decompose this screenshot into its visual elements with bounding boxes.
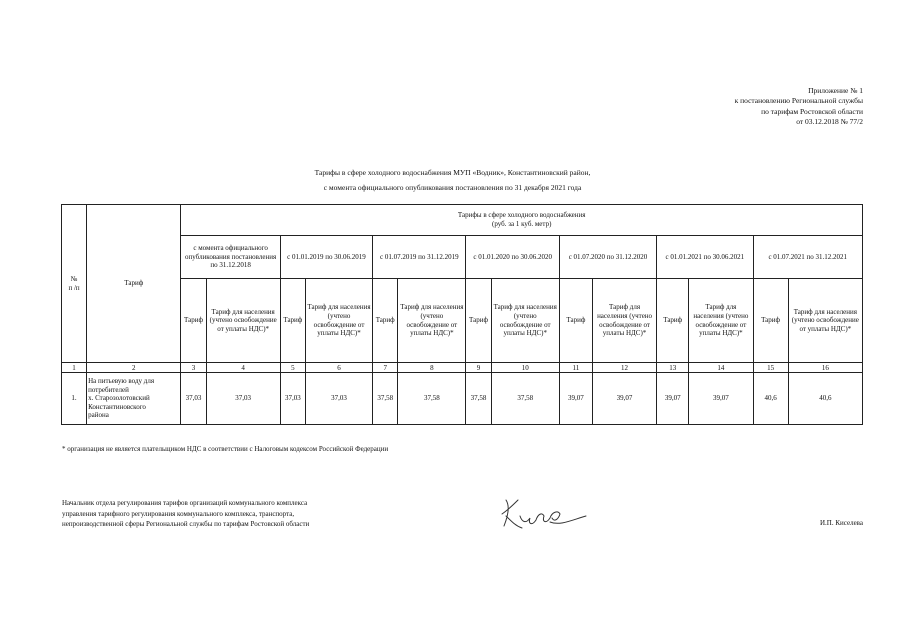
consumer-line: На питьевую воду для bbox=[88, 377, 155, 386]
tariff-value: 37,03 bbox=[280, 373, 305, 425]
column-number: 6 bbox=[305, 363, 372, 373]
column-number: 14 bbox=[689, 363, 753, 373]
period-header: с 01.01.2019 по 30.06.2019 bbox=[280, 236, 372, 279]
population-tariff-value: 37,03 bbox=[305, 373, 372, 425]
sub-header-tariff: Тариф bbox=[373, 279, 398, 363]
consumer-line: района bbox=[88, 411, 109, 420]
consumer-line: потребителей bbox=[88, 385, 129, 394]
document-title-line-1: Тарифы в сфере холодного водоснабжения МУП «Водник», Константиновский район, bbox=[314, 168, 591, 177]
column-number: 1 bbox=[62, 363, 87, 373]
population-tariff-value: 37,03 bbox=[206, 373, 280, 425]
population-tariff-value: 37,58 bbox=[398, 373, 466, 425]
period-header: с 01.01.2020 по 30.06.2020 bbox=[466, 236, 559, 279]
column-number: 2 bbox=[87, 363, 181, 373]
sub-header-population: Тариф для населения (учтено освобождение от уплаты НДС)* bbox=[305, 279, 372, 363]
column-number: 7 bbox=[373, 363, 398, 373]
tariff-value: 37,03 bbox=[181, 373, 206, 425]
period-header: с 01.07.2019 по 31.12.2019 bbox=[373, 236, 466, 279]
sub-header-tariff: Тариф bbox=[753, 279, 788, 363]
sub-header-population: Тариф для населения (учтено освобождение от уплаты НДС)* bbox=[206, 279, 280, 363]
tariff-table bbox=[61, 204, 863, 425]
appendix-line: по тарифам Ростовской области bbox=[761, 106, 863, 116]
chief-line: Начальник отдела регулирования тарифов организаций коммунального комплекса bbox=[62, 499, 308, 507]
population-tariff-value: 39,07 bbox=[592, 373, 656, 425]
period-header: с 01.07.2020 по 31.12.2020 bbox=[559, 236, 656, 279]
column-number: 11 bbox=[559, 363, 592, 373]
column-number: 15 bbox=[753, 363, 788, 373]
sub-header-tariff: Тариф bbox=[181, 279, 206, 363]
sub-header-tariff: Тариф bbox=[559, 279, 592, 363]
tariff-value: 37,58 bbox=[466, 373, 491, 425]
period-header: с 01.01.2021 по 30.06.2021 bbox=[657, 236, 753, 279]
chief-line: непроизводственной сферы Региональной службы по тарифам Ростовской области bbox=[62, 520, 310, 528]
consumer-line: Константиновского bbox=[88, 402, 146, 411]
sub-header-population: Тариф для населения (учтено освобождение от уплаты НДС)* bbox=[592, 279, 656, 363]
sub-header-population: Тариф для населения (учтено освобождение от уплаты НДС)* bbox=[689, 279, 753, 363]
column-number: 10 bbox=[491, 363, 559, 373]
header-tariff: Тариф bbox=[87, 205, 181, 363]
column-number: 3 bbox=[181, 363, 206, 373]
document-title-line-2: с момента официального опубликования постановления по 31 декабря 2021 года bbox=[323, 183, 582, 192]
tariff-value: 39,07 bbox=[657, 373, 689, 425]
population-tariff-value: 37,58 bbox=[491, 373, 559, 425]
sub-header-tariff: Тариф bbox=[280, 279, 305, 363]
column-number: 4 bbox=[206, 363, 280, 373]
row-consumer bbox=[87, 373, 181, 425]
row-number: 1. bbox=[62, 373, 87, 425]
handwritten-signature bbox=[496, 496, 592, 536]
column-number: 16 bbox=[788, 363, 862, 373]
appendix-line: Приложение № 1 bbox=[808, 86, 863, 95]
tariff-value: 39,07 bbox=[559, 373, 592, 425]
sub-header-population: Тариф для населения (учтено освобождение от уплаты НДС)* bbox=[398, 279, 466, 363]
sub-header-tariff: Тариф bbox=[657, 279, 689, 363]
sub-header-population: Тариф для населения (учтено освобождение от уплаты НДС)* bbox=[788, 279, 862, 363]
consumer-line: х. Старозолотовский bbox=[88, 394, 150, 403]
population-tariff-value: 40,6 bbox=[788, 373, 862, 425]
header-number: № п /п bbox=[62, 205, 87, 363]
column-number: 12 bbox=[592, 363, 656, 373]
period-header: с 01.07.2021 по 31.12.2021 bbox=[753, 236, 862, 279]
chief-block bbox=[62, 498, 309, 530]
table-row bbox=[62, 373, 863, 425]
appendix-line: от 03.12.2018 № 77/2 bbox=[796, 117, 863, 127]
period-header: с момента официального опубликования постановления по 31.12.2018 bbox=[181, 236, 280, 279]
footnote: * организация не является плательщиком НДС в соответствии с Налоговым кодексом Российской Федерации bbox=[62, 445, 389, 453]
column-number: 13 bbox=[657, 363, 689, 373]
sub-header-population: Тариф для населения (учтено освобождение от уплаты НДС)* bbox=[491, 279, 559, 363]
appendix-line: к постановлению Региональной службы bbox=[734, 96, 863, 106]
sub-header-tariff: Тариф bbox=[466, 279, 491, 363]
chief-line: управления тарифного регулирования коммунального комплекса, транспорта, bbox=[62, 509, 295, 518]
column-number: 9 bbox=[466, 363, 491, 373]
appendix-block bbox=[583, 86, 863, 128]
population-tariff-value: 39,07 bbox=[689, 373, 753, 425]
column-number: 8 bbox=[398, 363, 466, 373]
signer-name: И.П. Киселева bbox=[820, 519, 863, 527]
tariff-value: 40,6 bbox=[753, 373, 788, 425]
tariff-value: 37,58 bbox=[373, 373, 398, 425]
column-number: 5 bbox=[280, 363, 305, 373]
header-group: Тарифы в сфере холодного водоснабжения (руб. за 1 куб. метр) bbox=[181, 205, 863, 236]
